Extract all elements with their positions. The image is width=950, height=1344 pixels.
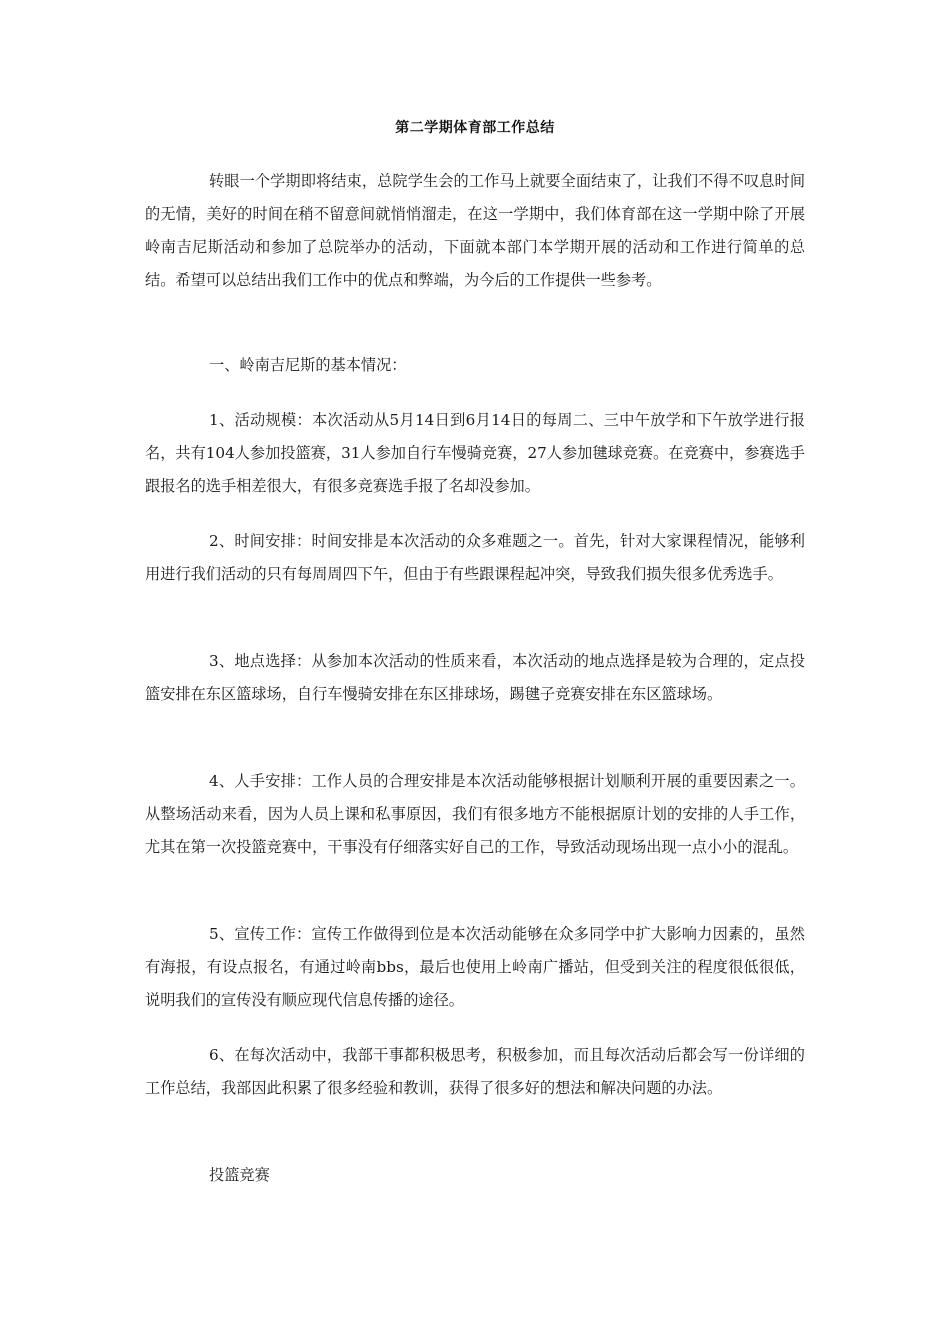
paragraph-item-4: 4、人手安排：工作人员的合理安排是本次活动能够根据计划顺利开展的重要因素之一。从整场活动来看，因为人员上课和私事原因，我们有很多地方不能根据原计划的安排的人手工作，尤其在第一次投篮竞赛中，干事没有仔细落实好自己的工作，导致活动现场出现一点小小的混乱。 — [145, 772, 805, 856]
paragraph-item-6: 6、在每次活动中，我部干事都积极思考，积极参加，而且每次活动后都会写一份详细的工作总结，我部因此积累了很多经验和教训，获得了很多好的想法和解决问题的办法。 — [145, 1046, 805, 1097]
subheading-shooting-contest: 投篮竞赛 — [209, 1166, 270, 1184]
paragraph-item-1: 1、活动规模：本次活动从5月14日到6月14日的每周二、三中午放学和下午放学进行报名，共有104人参加投篮赛，31人参加自行车慢骑竞赛，27人参加毽球竞赛。在竞赛中，参赛选手跟报名的选手相差很大，有很多竞赛选手报了名却没参加。 — [145, 411, 805, 495]
paragraph-item-5: 5、宣传工作：宣传工作做得到位是本次活动能够在众多同学中扩大影响力因素的，虽然有海报，有设点报名，有通过岭南bbs，最后也使用上岭南广播站，但受到关注的程度很低很低，说明我们的宣传没有顺应现代信息传播的途径。 — [145, 925, 805, 1009]
paragraph-item-2: 2、时间安排：时间安排是本次活动的众多难题之一。首先，针对大家课程情况，能够利用进行我们活动的只有每周周四下午，但由于有些跟课程起冲突，导致我们损失很多优秀选手。 — [145, 532, 805, 583]
section-heading-1: 一、岭南吉尼斯的基本情况： — [209, 356, 407, 374]
document-title: 第二学期体育部工作总结 — [395, 120, 555, 136]
paragraph-item-3: 3、地点选择：从参加本次活动的性质来看，本次活动的地点选择是较为合理的，定点投篮安排在东区篮球场，自行车慢骑安排在东区排球场，踢毽子竞赛安排在东区篮球场。 — [145, 652, 805, 703]
paragraph-intro: 转眼一个学期即将结束，总院学生会的工作马上就要全面结束了，让我们不得不叹息时间的无情，美好的时间在稍不留意间就悄悄溜走，在这一学期中，我们体育部在这一学期中除了开展岭南吉尼斯活动和参加了总院举办的活动，下面就本部门本学期开展的活动和工作进行简单的总结。希望可以总结出我们工作中的优点和弊端，为今后的工作提供一些参考。 — [145, 172, 805, 289]
